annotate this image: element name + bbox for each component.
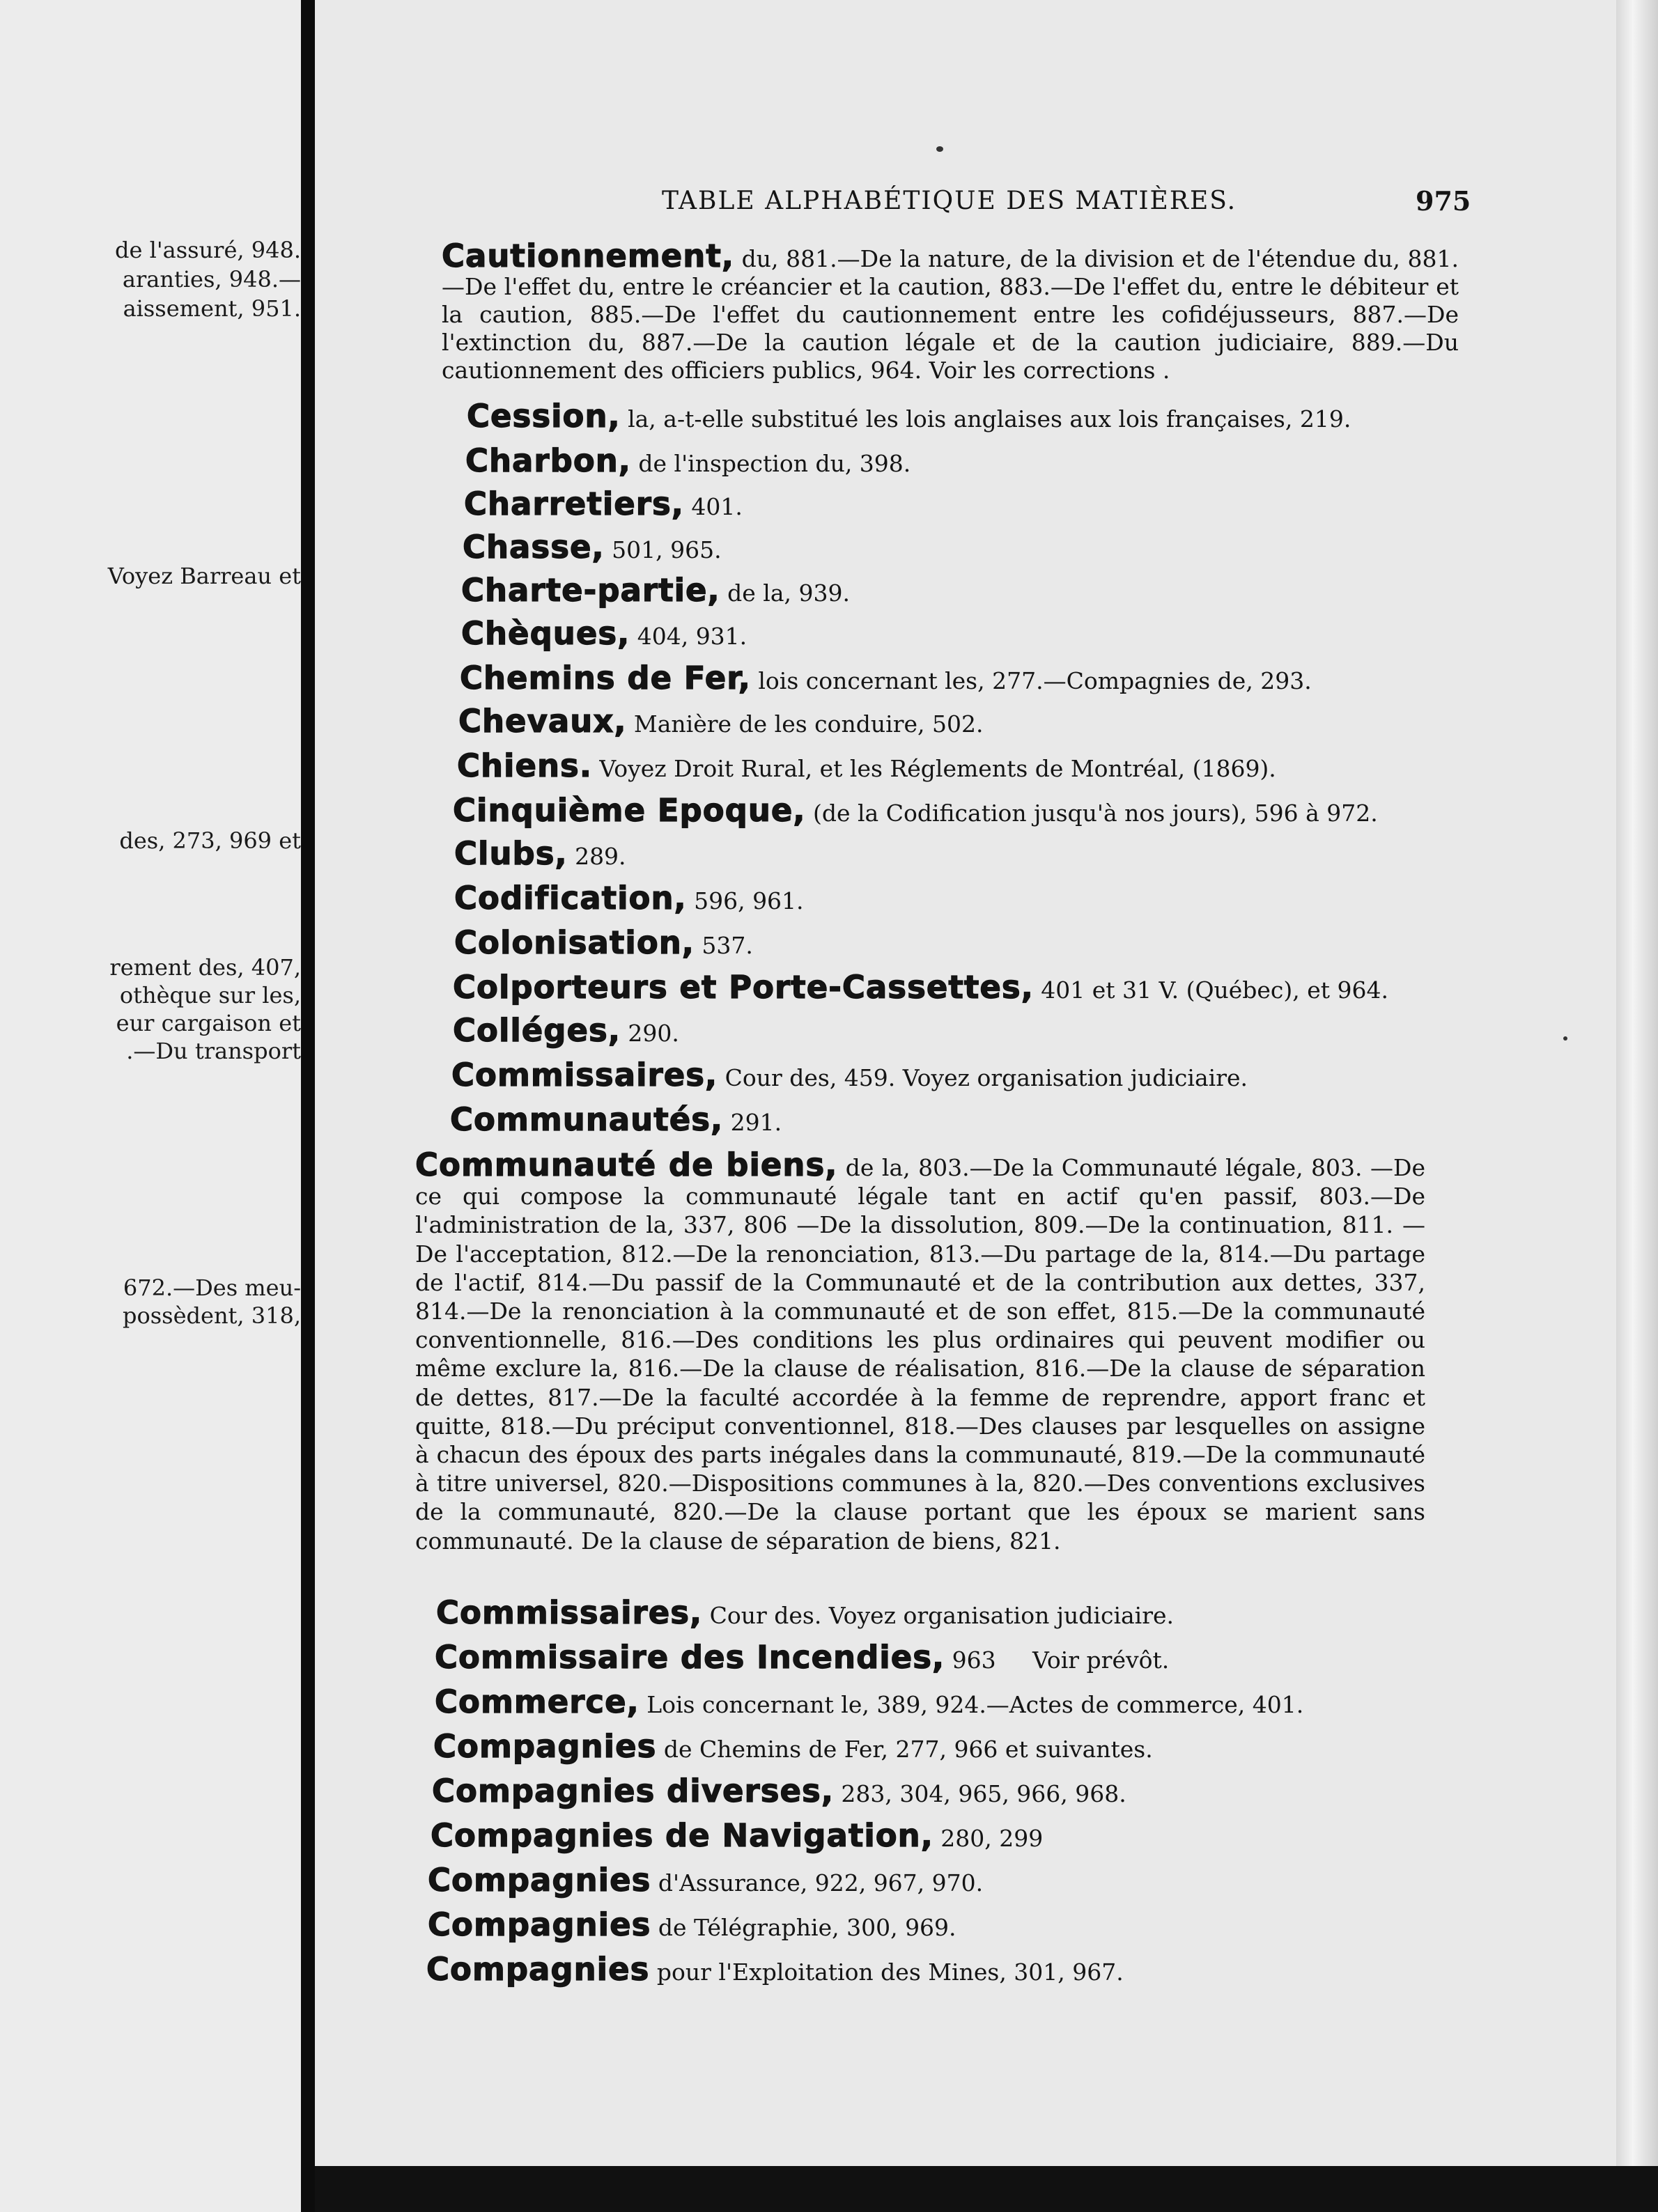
entry-text: lois concernant les, 277.—Compagnies de, 293.	[750, 667, 1312, 694]
left-facing-page	[0, 0, 301, 2212]
entry-text: (de la Codification jusqu'à nos jours), 596 à 972.	[805, 800, 1378, 827]
entry-text: de la, 803.—De la Communauté légale, 803. —De ce qui compose la communauté légale tant en actif qu'en passif, 803.—De l'administration de la, 337, 806 —De la dissolution, 809.—De la continuation, 811. —De l'acceptation, 812.—De la renonciation, 813.—Du partage de la, 814.—Du partage de l'actif, 814.—Du passif de la Communauté et de la contribution aux dettes, 337, 814.—De la renonciation à la communauté et de son effet, 815.—De la communauté conventionnelle, 816.—Des conditions les plus ordinaires qui peuvent modifier ou même exclure la, 816.—De la clause de réalisation, 816.—De la clause de séparation de dettes, 817.—De la faculté accordée à la femme de reprendre, apport franc et quitte, 818.—Du préciput conventionnel, 818.—Des clauses par lesquelles on assigne à chacun des époux des parts inégales dans la communauté, 819.—De la communauté à titre universel, 820.—Dispositions communes à la, 820.—Des conventions exclusives de la communauté, 820.—De la clause portant que les époux se marient sans communauté. De la clause de séparation de biens, 821.	[415, 1154, 1425, 1555]
index-entry	[453, 792, 1378, 829]
index-entry	[442, 237, 1459, 384]
entry-text: de Chemins de Fer, 277, 966 et suivantes.	[656, 1736, 1153, 1763]
entry-keyword: Colporteurs et Porte-Cassettes,	[453, 969, 1034, 1006]
index-entry	[435, 1639, 1170, 1676]
entry-keyword: Codification,	[454, 880, 687, 917]
left-page-fragment: possèdent, 318,	[122, 1302, 301, 1329]
index-entry	[451, 1057, 1248, 1093]
index-entry	[431, 1817, 1044, 1854]
entry-text: de la, 939.	[720, 579, 850, 607]
entry-text: 404, 931.	[630, 623, 747, 650]
index-entry	[453, 969, 1389, 1006]
entry-keyword: Charte-partie,	[461, 572, 720, 609]
left-page-fragment: de l'assuré, 948.	[115, 237, 301, 263]
index-entry	[428, 1862, 984, 1899]
left-page-fragment: 672.—Des meu-	[123, 1275, 301, 1301]
index-entry	[433, 1728, 1153, 1765]
entry-keyword: Compagnies diverses,	[432, 1773, 834, 1809]
entry-keyword: Commerce,	[435, 1683, 640, 1720]
entry-keyword: Compagnies	[428, 1862, 651, 1899]
index-entry	[453, 1012, 679, 1049]
left-page-fragment: des, 273, 969 et	[119, 827, 301, 854]
left-page-fragment: .—Du transport	[126, 1038, 301, 1064]
left-page-fragment: aranties, 948.—	[122, 266, 301, 293]
index-entry	[428, 1906, 956, 1943]
book-gutter	[301, 0, 315, 2212]
entry-text: 289.	[567, 843, 626, 870]
entry-keyword: Chemins de Fer,	[460, 660, 751, 696]
entry-keyword: Chèques,	[461, 615, 630, 652]
index-entry	[435, 1683, 1304, 1720]
left-page-fragment: rement des, 407,	[109, 954, 301, 981]
index-entry	[465, 442, 911, 479]
entry-text: 280, 299	[933, 1825, 1044, 1852]
index-entry	[454, 880, 804, 917]
running-header: TABLE ALPHABÉTIQUE DES MATIÈRES.	[662, 187, 1237, 215]
entry-text: Lois concernant le, 389, 924.—Actes de commerce, 401.	[639, 1691, 1304, 1718]
entry-keyword: Commissaires,	[451, 1057, 718, 1093]
entry-keyword: Cession,	[467, 398, 621, 435]
left-page-fragment: eur cargaison et	[116, 1010, 301, 1036]
page-edge	[1616, 0, 1658, 2166]
entry-keyword: Chasse,	[463, 529, 605, 566]
entry-keyword: Colléges,	[453, 1012, 621, 1049]
index-entry	[461, 615, 747, 652]
index-entry	[464, 485, 743, 522]
index-entry	[458, 703, 984, 740]
entry-text: 291.	[723, 1109, 782, 1136]
index-entry	[432, 1773, 1126, 1809]
index-entry	[436, 1594, 1175, 1631]
index-entry	[426, 1951, 1124, 1988]
entry-text: pour l'Exploitation des Mines, 301, 967.	[649, 1958, 1124, 1986]
index-entry	[460, 660, 1312, 696]
left-page-fragment: Voyez Barreau et	[107, 563, 301, 589]
entry-keyword: Cinquième Epoque,	[453, 792, 806, 829]
left-page-fragment: othèque sur les,	[119, 982, 301, 1008]
entry-text: du, 881.—De la nature, de la division et de l'étendue du, 881.—De l'effet du, entre le créancier et la caution, 883.—De l'effet du, entre le débiteur et la caution, 885.—De l'effet du cautionnement entre les cofidéjusseurs, 887.—De l'extinction du, 887.—De la caution légale et de la caution judiciaire, 889.—Du cautionnement des officiers publics, 964. Voir les corrections .	[442, 245, 1459, 384]
entry-keyword: Communautés,	[450, 1101, 724, 1138]
scan-border	[315, 2166, 1658, 2212]
index-entry	[415, 1146, 1425, 1555]
entry-keyword: Commissaires,	[436, 1594, 703, 1631]
entry-keyword: Compagnies	[426, 1951, 650, 1988]
entry-text: Cour des. Voyez organisation judiciaire.	[702, 1602, 1175, 1629]
entry-text: de Télégraphie, 300, 969.	[651, 1914, 956, 1941]
index-entry	[454, 835, 626, 872]
entry-text: 401.	[683, 493, 743, 520]
entry-keyword: Cautionnement,	[442, 237, 734, 274]
entry-text: d'Assurance, 922, 967, 970.	[651, 1869, 984, 1896]
index-entry	[461, 572, 850, 609]
index-entry	[463, 529, 722, 566]
entry-keyword: Colonisation,	[454, 924, 695, 961]
entry-keyword: Compagnies	[433, 1728, 657, 1765]
page-number: 975	[1416, 185, 1471, 217]
entry-text: 283, 304, 965, 966, 968.	[833, 1780, 1126, 1807]
entry-keyword: Chevaux,	[458, 703, 627, 740]
entry-text: Manière de les conduire, 502.	[626, 710, 984, 738]
index-entry	[450, 1101, 782, 1138]
entry-keyword: Compagnies de Navigation,	[431, 1817, 933, 1854]
entry-text: de l'inspection du, 398.	[630, 450, 911, 477]
entry-text: la, a-t-elle substitué les lois anglaises aux lois françaises, 219.	[620, 405, 1351, 433]
entry-text: 401 et 31 V. (Québec), et 964.	[1033, 976, 1389, 1004]
entry-text: 290.	[620, 1020, 679, 1047]
entry-text: 537.	[694, 932, 753, 959]
entry-text: 501, 965.	[604, 536, 722, 563]
ink-speck	[936, 146, 943, 152]
entry-keyword: Charbon,	[465, 442, 631, 479]
entry-text: 963 Voir prévôt.	[945, 1646, 1170, 1674]
entry-keyword: Commissaire des Incendies,	[435, 1639, 945, 1676]
entry-keyword: Charretiers,	[464, 485, 684, 522]
ink-speck	[1563, 1036, 1567, 1041]
left-page-fragment: aissement, 951.	[123, 295, 301, 322]
index-entry	[454, 924, 753, 961]
entry-text: Voyez Droit Rural, et les Réglements de Montréal, (1869).	[591, 755, 1276, 782]
entry-keyword: Chiens.	[457, 747, 592, 784]
entry-keyword: Communauté de biens,	[415, 1146, 838, 1183]
entry-text: Cour des, 459. Voyez organisation judiciaire.	[718, 1064, 1248, 1091]
entry-keyword: Compagnies	[428, 1906, 651, 1943]
index-entry	[457, 747, 1276, 784]
entry-keyword: Clubs,	[454, 835, 568, 872]
index-entry	[467, 398, 1351, 435]
entry-text: 596, 961.	[686, 887, 804, 914]
